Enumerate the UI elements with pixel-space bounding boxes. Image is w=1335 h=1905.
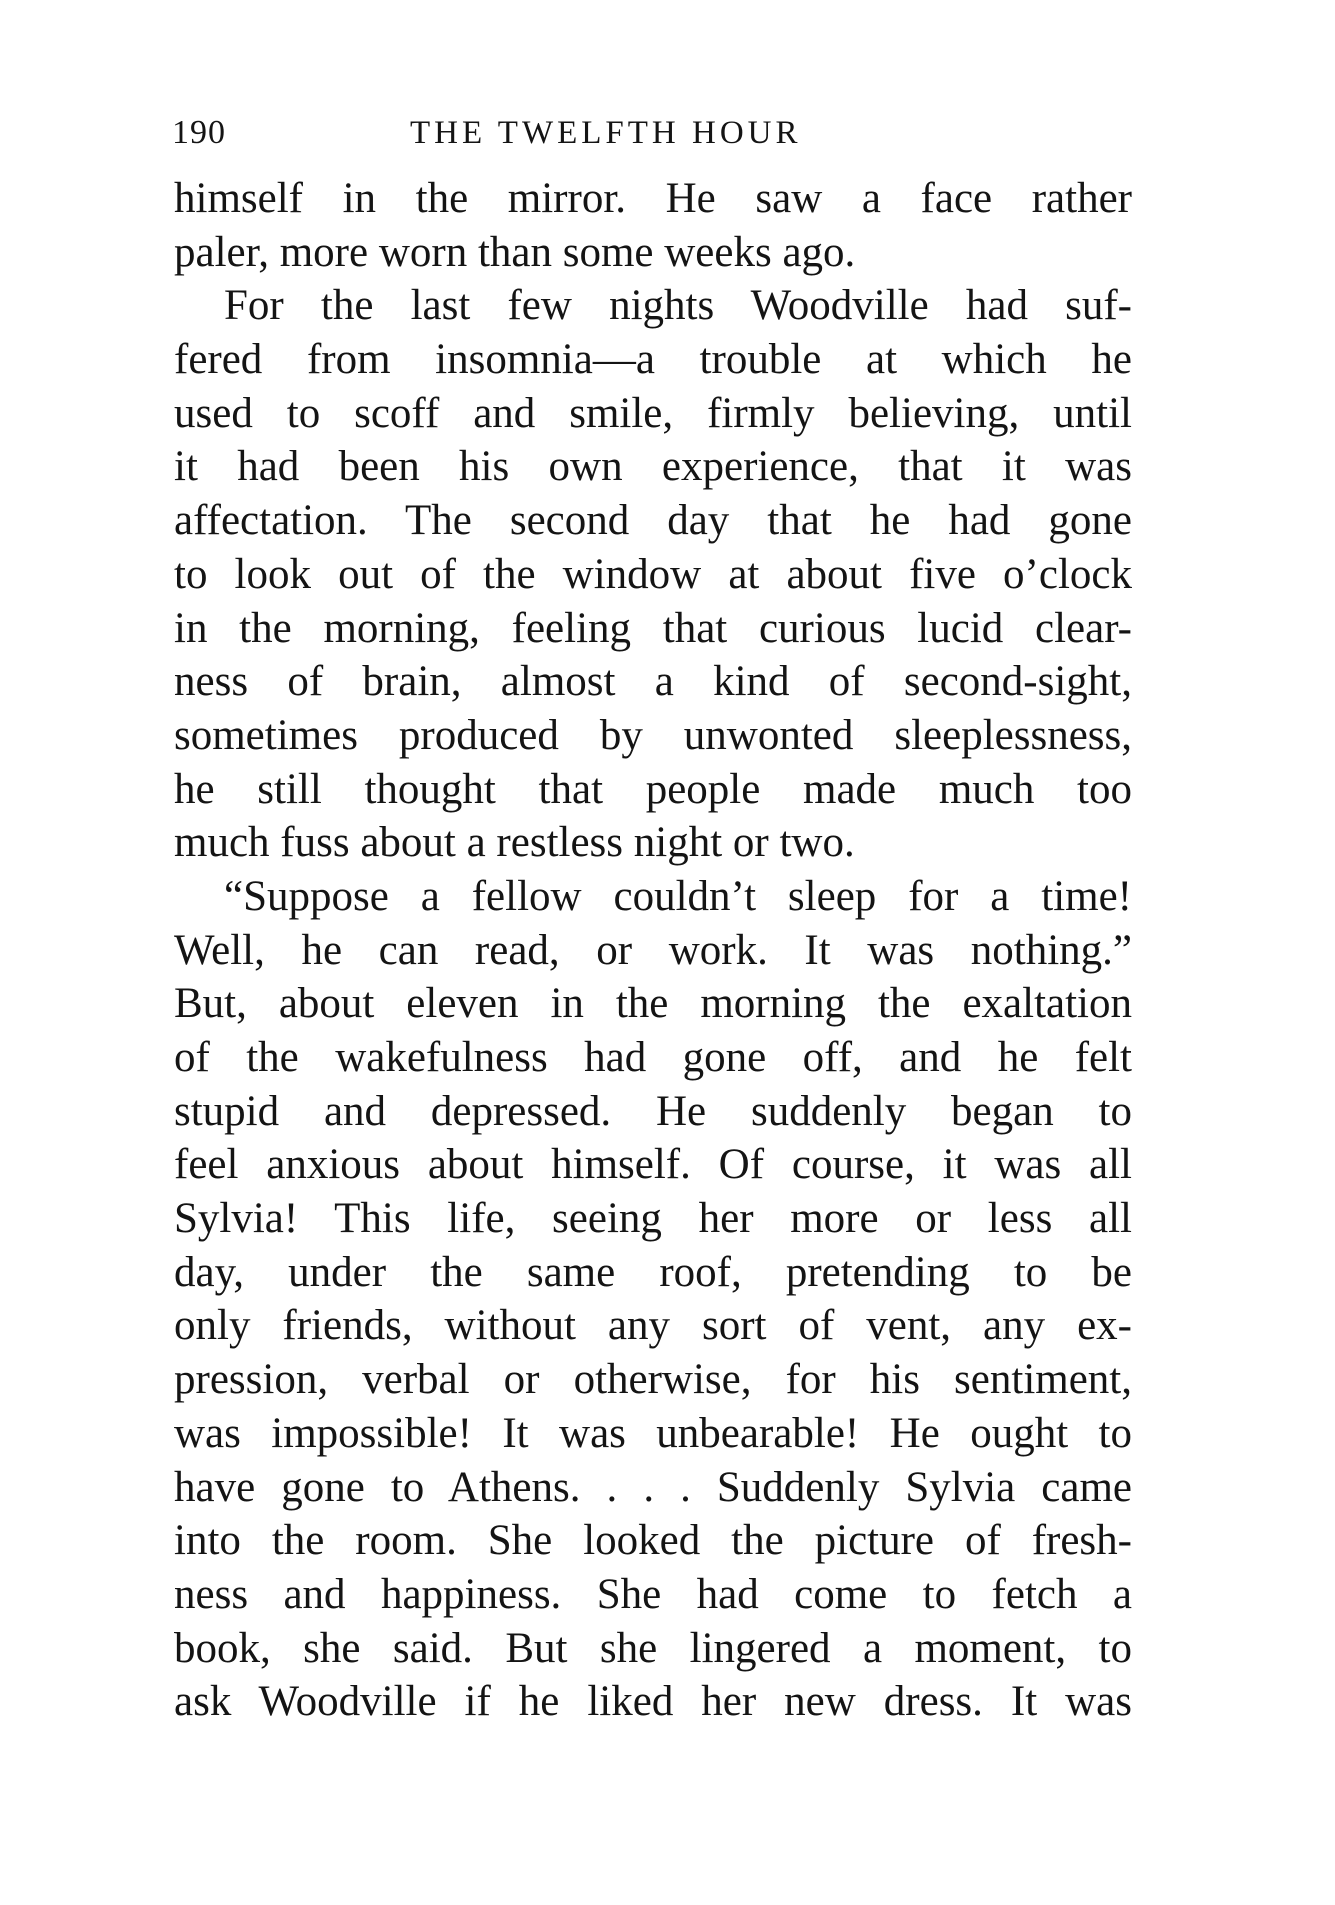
text-line: ness of brain, almost a kind of second-sight, [174,658,1132,706]
text-line: paler, more worn than some weeks ago. [174,228,856,276]
text-line: himself in the mirror. He saw a face rather [174,175,1132,222]
text-line: For the last few nights Woodville had suf- [224,282,1132,330]
text-line: stupid and depressed. He suddenly began to [174,1087,1132,1135]
text-line: it had been his own experience, that it was [174,443,1132,491]
text-line: he still thought that people made much too [174,765,1132,813]
text-line: to look out of the window at about five o’clock [174,550,1132,598]
text-line: book, she said. But she lingered a moment, to [174,1624,1132,1672]
text-line: much fuss about a restless night or two. [174,819,855,867]
text-line: of the wakefulness had gone off, and he felt [174,1034,1132,1081]
text-line: affectation. The second day that he had gone [174,497,1132,545]
text-line: sometimes produced by unwonted sleeplessness, [174,711,1132,759]
running-title: THE TWELFTH HOUR [410,115,802,151]
text-line: used to scoff and smile, firmly believing, until [174,389,1132,437]
text-line: ask Woodville if he liked her new dress. It was [174,1678,1132,1726]
text-line: Sylvia! This life, seeing her more or less all [174,1195,1132,1243]
text-line: “Suppose a fellow couldn’t sleep for a time! [224,872,1132,920]
page-number: 190 [172,114,226,151]
text-line: pression, verbal or otherwise, for his sentiment, [174,1356,1132,1404]
text-line: feel anxious about himself. Of course, it was all [174,1141,1132,1189]
text-line: only friends, without any sort of vent, any ex- [174,1302,1132,1350]
text-line: ness and happiness. She had come to fetch a [174,1570,1132,1618]
text-line: was impossible! It was unbearable! He ought to [174,1409,1132,1457]
text-line: But, about eleven in the morning the exaltation [174,980,1132,1028]
text-line: in the morning, feeling that curious lucid clear- [174,604,1132,652]
running-head [172,108,1132,158]
text-line: fered from insomnia—a trouble at which he [174,336,1132,384]
text-line: Well, he can read, or work. It was nothing.” [174,926,1132,974]
text-line: have gone to Athens. . . . Suddenly Sylvia came [174,1463,1132,1511]
body-text [174,172,1132,1729]
text-line: into the room. She looked the picture of fresh- [174,1517,1132,1565]
text-line: day, under the same roof, pretending to be [174,1248,1132,1296]
